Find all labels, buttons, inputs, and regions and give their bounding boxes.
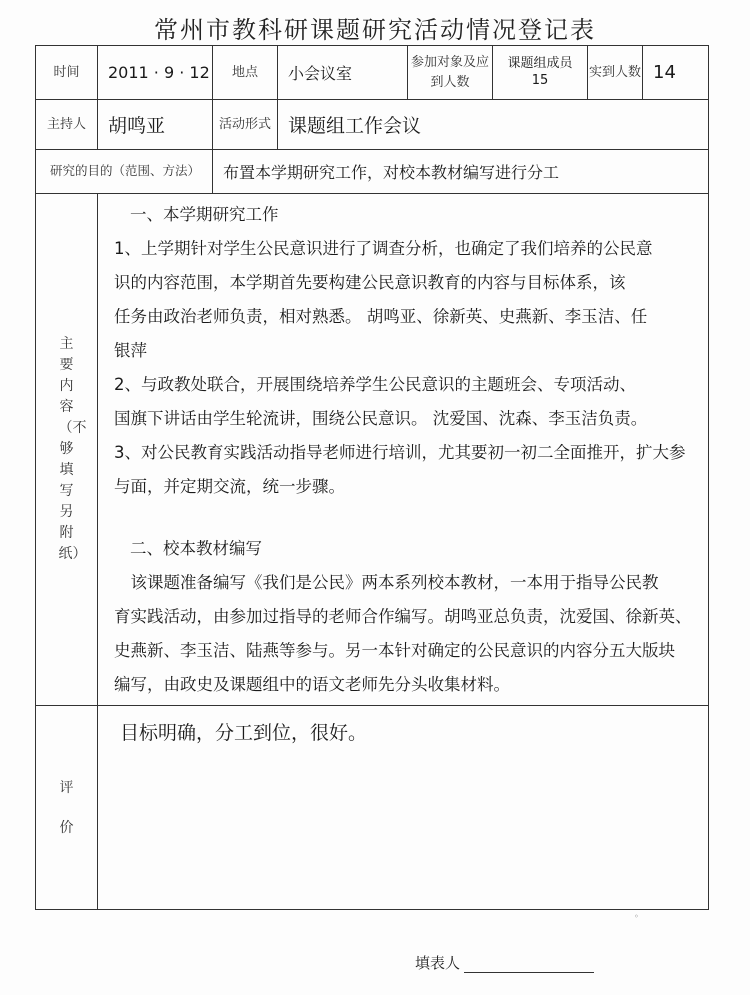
actual-attendance-label: 实到人数 [588, 46, 643, 100]
evaluation-label-text: 评价 [59, 779, 74, 836]
filler-signature-line [464, 956, 594, 973]
content-line: 3、对公民教育实践活动指导老师进行培训，尤其要初一初二全面推开，扩大参 [114, 443, 686, 462]
activity-form-value: 课题组工作会议 [278, 100, 709, 150]
content-line: 任务由政治老师负责，相对熟悉。 胡鸣亚、徐新英、史燕新、李玉洁、任 [114, 307, 648, 326]
time-label: 时间 [36, 46, 98, 100]
participants-label: 参加对象及应到人数 [408, 46, 493, 100]
host-value: 胡鸣亚 [98, 100, 213, 150]
content-line: 与面，并定期交流，统一步骤。 [114, 477, 345, 496]
place-label: 地点 [213, 46, 278, 100]
registration-form-table [35, 45, 709, 910]
content-line: 二、校本教材编写 [130, 539, 262, 558]
content-line: 编写，由政史及课题组中的语文老师先分头收集材料。 [114, 675, 510, 694]
content-line: 国旗下讲话由学生轮流讲，围绕公民意识。 沈爱国、沈森、李玉洁负责。 [114, 409, 648, 428]
place-value: 小会议室 [278, 46, 408, 100]
purpose-value: 布置本学期研究工作，对校本教材编写进行分工 [213, 150, 709, 194]
time-value: 2011 · 9 · 12 [98, 46, 213, 100]
main-content-body [98, 194, 709, 706]
evaluation-label [36, 706, 98, 910]
stray-mark: ◦ [634, 912, 639, 921]
participants-value [493, 46, 588, 100]
content-line-blank [114, 504, 696, 532]
actual-attendance-value: 14 [643, 46, 709, 100]
participants-group: 课题组成员 [507, 56, 573, 72]
content-line: 2、与政教处联合，开展围绕培养学生公民意识的主题班会、专项活动、 [114, 375, 636, 394]
content-line: 识的内容范围，本学期首先要构建公民意识教育的内容与目标体系，该 [114, 273, 626, 292]
content-line: 育实践活动，由参加过指导的老师合作编写。胡鸣亚总负责，沈爱国、徐新英、 [114, 607, 692, 626]
evaluation-value: 目标明确，分工到位，很好。 [98, 706, 709, 910]
activity-form-label: 活动形式 [213, 100, 278, 150]
form-filler [415, 952, 594, 973]
main-content-label-text: 主要内容（不够填写另附纸） [58, 336, 87, 562]
form-title: 常州市教科研课题研究活动情况登记表 [154, 16, 596, 44]
participants-count: 15 [531, 72, 549, 88]
filler-label: 填表人 [415, 954, 461, 972]
content-line: 一、本学期研究工作 [130, 205, 279, 224]
content-line: 史燕新、李玉洁、陆燕等参与。另一本针对确定的公民意识的内容分五大版块 [114, 641, 675, 660]
purpose-label: 研究的目的（范围、方法） [36, 150, 213, 194]
host-label: 主持人 [36, 100, 98, 150]
content-line: 银萍 [114, 341, 147, 360]
main-content-label [36, 194, 98, 706]
content-line: 该课题准备编写《我们是公民》两本系列校本教材，一本用于指导公民教 [114, 573, 659, 592]
content-line: 1、上学期针对学生公民意识进行了调查分析，也确定了我们培养的公民意 [114, 239, 653, 258]
